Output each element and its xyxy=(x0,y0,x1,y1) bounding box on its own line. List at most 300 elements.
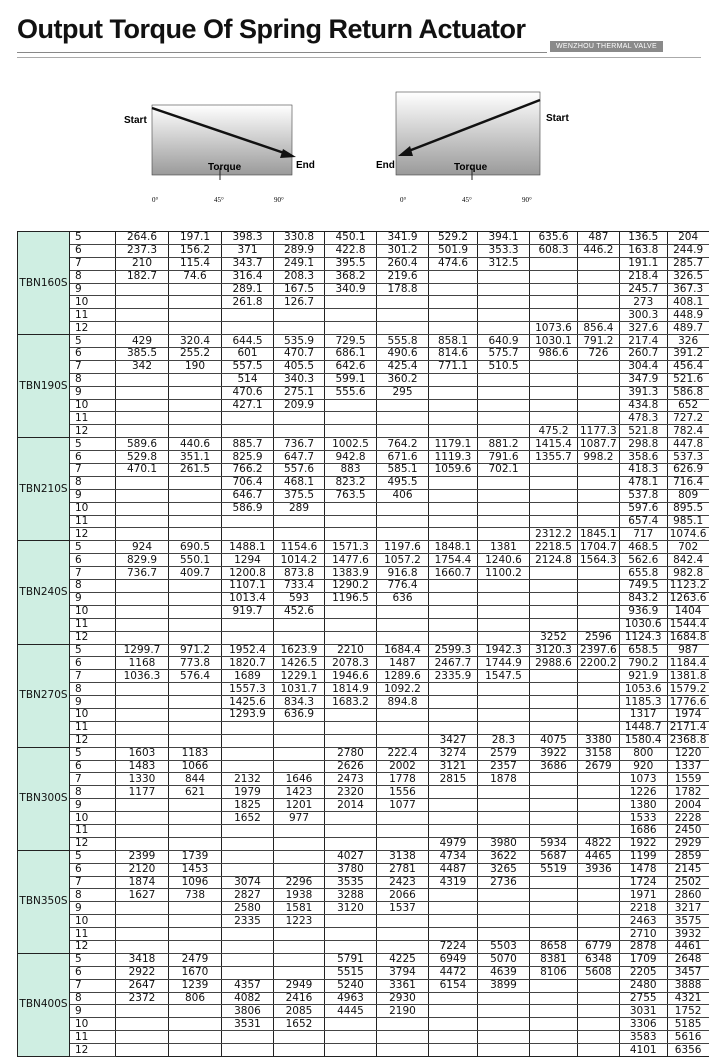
value-cell: 74.6 xyxy=(169,270,222,283)
value-cell: 766.2 xyxy=(222,464,274,477)
table-row xyxy=(18,928,709,941)
value-cell xyxy=(530,721,578,734)
value-cell: 320.4 xyxy=(169,335,222,348)
value-cell xyxy=(578,721,620,734)
value-cell: 391.2 xyxy=(667,348,708,361)
value-cell: 3427 xyxy=(429,734,478,747)
value-cell xyxy=(578,915,620,928)
value-cell: 883 xyxy=(325,464,377,477)
value-cell: 894.8 xyxy=(377,696,429,709)
value-cell xyxy=(478,283,530,296)
torque-diagram-right-svg xyxy=(372,100,582,210)
value-cell xyxy=(222,940,274,953)
value-cell: 178.8 xyxy=(377,283,429,296)
value-cell xyxy=(222,1031,274,1044)
value-cell: 1239 xyxy=(169,979,222,992)
value-cell xyxy=(116,322,169,335)
value-cell: 920 xyxy=(619,760,667,773)
value-cell: 3583 xyxy=(619,1031,667,1044)
value-cell: 371 xyxy=(222,244,274,257)
value-cell: 3252 xyxy=(530,631,578,644)
value-cell xyxy=(578,386,620,399)
value-cell: 289.9 xyxy=(274,244,325,257)
value-cell: 1177 xyxy=(116,786,169,799)
value-cell: 1066 xyxy=(169,760,222,773)
value-cell: 2878 xyxy=(619,940,667,953)
value-cell xyxy=(274,618,325,631)
value-cell xyxy=(116,425,169,438)
value-cell: 489.7 xyxy=(667,322,708,335)
value-cell xyxy=(377,837,429,850)
value-cell: 395.5 xyxy=(325,257,377,270)
value-cell xyxy=(274,309,325,322)
table-row xyxy=(18,296,709,309)
value-cell xyxy=(169,1018,222,1031)
size-cell: 6 xyxy=(70,657,116,670)
value-cell: 368.2 xyxy=(325,270,377,283)
value-cell: 843.2 xyxy=(619,592,667,605)
value-cell: 764.2 xyxy=(377,438,429,451)
value-cell: 1483 xyxy=(116,760,169,773)
value-cell xyxy=(325,708,377,721)
value-cell: 394.1 xyxy=(478,232,530,245)
value-cell xyxy=(578,464,620,477)
value-cell xyxy=(429,412,478,425)
value-cell: 6356 xyxy=(667,1044,708,1057)
value-cell: 593 xyxy=(274,592,325,605)
value-cell: 2002 xyxy=(377,760,429,773)
size-cell: 9 xyxy=(70,283,116,296)
value-cell: 5687 xyxy=(530,850,578,863)
value-cell xyxy=(169,940,222,953)
value-cell: 1938 xyxy=(274,889,325,902)
value-cell: 474.6 xyxy=(429,257,478,270)
value-cell xyxy=(429,605,478,618)
table-row xyxy=(18,915,709,928)
value-cell: 260.7 xyxy=(619,348,667,361)
value-cell: 1652 xyxy=(222,812,274,825)
value-cell: 985.1 xyxy=(667,515,708,528)
value-cell xyxy=(478,786,530,799)
value-cell xyxy=(429,889,478,902)
value-cell: 521.8 xyxy=(619,425,667,438)
value-cell: 514 xyxy=(222,373,274,386)
value-cell: 2085 xyxy=(274,1005,325,1018)
value-cell xyxy=(377,618,429,631)
value-cell xyxy=(116,837,169,850)
value-cell xyxy=(169,502,222,515)
torque-table xyxy=(17,231,709,1057)
value-cell: 1154.6 xyxy=(274,541,325,554)
table-row xyxy=(18,631,709,644)
value-cell: 1355.7 xyxy=(530,451,578,464)
value-cell: 446.2 xyxy=(578,244,620,257)
value-cell: 1330 xyxy=(116,773,169,786)
value-cell: 1179.1 xyxy=(429,438,478,451)
value-cell: 182.7 xyxy=(116,270,169,283)
table-row xyxy=(18,696,709,709)
table-row xyxy=(18,618,709,631)
value-cell xyxy=(222,425,274,438)
value-cell: 3794 xyxy=(377,966,429,979)
value-cell xyxy=(222,515,274,528)
size-cell: 10 xyxy=(70,1018,116,1031)
value-cell: 3457 xyxy=(667,966,708,979)
value-cell xyxy=(530,502,578,515)
value-cell: 440.6 xyxy=(169,438,222,451)
value-cell: 586.8 xyxy=(667,386,708,399)
value-cell xyxy=(530,773,578,786)
value-cell xyxy=(478,618,530,631)
value-cell: 470.7 xyxy=(274,348,325,361)
value-cell: 375.5 xyxy=(274,489,325,502)
table-row xyxy=(18,283,709,296)
value-cell xyxy=(429,270,478,283)
value-cell xyxy=(530,902,578,915)
value-cell xyxy=(169,696,222,709)
value-cell xyxy=(169,515,222,528)
value-cell xyxy=(429,683,478,696)
table-row xyxy=(18,824,709,837)
value-cell: 237.3 xyxy=(116,244,169,257)
size-cell: 12 xyxy=(70,940,116,953)
value-cell xyxy=(478,1031,530,1044)
value-cell: 300.3 xyxy=(619,309,667,322)
value-cell xyxy=(530,696,578,709)
value-cell: 599.1 xyxy=(325,373,377,386)
value-cell: 4465 xyxy=(578,850,620,863)
value-cell: 3535 xyxy=(325,876,377,889)
value-cell: 2124.8 xyxy=(530,554,578,567)
value-cell: 2078.3 xyxy=(325,657,377,670)
table-row xyxy=(18,348,709,361)
value-cell xyxy=(377,296,429,309)
value-cell: 285.7 xyxy=(667,257,708,270)
value-cell xyxy=(169,399,222,412)
value-cell: 3217 xyxy=(667,902,708,915)
torque-label: Torque xyxy=(208,162,242,173)
value-cell: 2014 xyxy=(325,799,377,812)
size-cell: 12 xyxy=(70,528,116,541)
value-cell: 1119.3 xyxy=(429,451,478,464)
degree-90: 90° xyxy=(522,196,532,204)
value-cell: 1557.3 xyxy=(222,683,274,696)
value-cell xyxy=(578,618,620,631)
value-cell xyxy=(530,928,578,941)
value-cell: 1782 xyxy=(667,786,708,799)
value-cell: 2463 xyxy=(619,915,667,928)
value-cell xyxy=(222,1044,274,1057)
value-cell: 3531 xyxy=(222,1018,274,1031)
value-cell: 1290.2 xyxy=(325,580,377,593)
value-cell xyxy=(530,515,578,528)
size-cell: 11 xyxy=(70,928,116,941)
value-cell xyxy=(377,502,429,515)
table-row xyxy=(18,773,709,786)
value-cell xyxy=(530,979,578,992)
value-cell: 576.4 xyxy=(169,670,222,683)
value-cell xyxy=(530,1005,578,1018)
value-cell: 2120 xyxy=(116,863,169,876)
value-cell: 1754.4 xyxy=(429,554,478,567)
size-cell: 5 xyxy=(70,953,116,966)
value-cell: 1200.8 xyxy=(222,567,274,580)
value-cell xyxy=(274,850,325,863)
value-cell xyxy=(325,721,377,734)
value-cell xyxy=(478,373,530,386)
value-cell: 1380 xyxy=(619,799,667,812)
value-cell: 1185.3 xyxy=(619,696,667,709)
value-cell: 2171.4 xyxy=(667,721,708,734)
value-cell xyxy=(169,283,222,296)
value-cell xyxy=(429,283,478,296)
value-cell xyxy=(578,373,620,386)
value-cell: 434.8 xyxy=(619,399,667,412)
value-cell xyxy=(169,580,222,593)
table-row xyxy=(18,837,709,850)
value-cell: 4101 xyxy=(619,1044,667,1057)
size-cell: 7 xyxy=(70,360,116,373)
value-cell: 5519 xyxy=(530,863,578,876)
table-row xyxy=(18,953,709,966)
value-cell: 1426.5 xyxy=(274,657,325,670)
value-cell xyxy=(377,734,429,747)
value-cell: 208.3 xyxy=(274,270,325,283)
value-cell xyxy=(578,824,620,837)
model-cell: TBN240S xyxy=(18,541,70,644)
value-cell: 4472 xyxy=(429,966,478,979)
value-cell: 1487 xyxy=(377,657,429,670)
table-row xyxy=(18,515,709,528)
value-cell: 1077 xyxy=(377,799,429,812)
value-cell: 555.6 xyxy=(325,386,377,399)
start-label: Start xyxy=(546,113,569,124)
value-cell xyxy=(478,812,530,825)
value-cell xyxy=(478,1018,530,1031)
value-cell xyxy=(116,928,169,941)
value-cell: 919.7 xyxy=(222,605,274,618)
value-cell xyxy=(429,296,478,309)
value-cell xyxy=(222,928,274,941)
value-cell xyxy=(169,489,222,502)
value-cell: 555.8 xyxy=(377,335,429,348)
value-cell: 1942.3 xyxy=(478,644,530,657)
value-cell xyxy=(274,412,325,425)
value-cell: 686.1 xyxy=(325,348,377,361)
value-cell xyxy=(116,940,169,953)
value-cell xyxy=(429,476,478,489)
value-cell xyxy=(578,928,620,941)
value-cell xyxy=(116,1018,169,1031)
value-cell: 326 xyxy=(667,335,708,348)
value-cell: 501.9 xyxy=(429,244,478,257)
value-cell xyxy=(429,528,478,541)
torque-diagram-left xyxy=(120,100,320,210)
value-cell xyxy=(325,502,377,515)
table-row xyxy=(18,889,709,902)
value-cell: 924 xyxy=(116,541,169,554)
value-cell xyxy=(578,360,620,373)
value-cell xyxy=(222,412,274,425)
value-cell: 510.5 xyxy=(478,360,530,373)
value-cell: 1299.7 xyxy=(116,644,169,657)
value-cell: 3806 xyxy=(222,1005,274,1018)
value-cell: 1448.7 xyxy=(619,721,667,734)
value-cell xyxy=(478,721,530,734)
value-cell: 115.4 xyxy=(169,257,222,270)
value-cell: 343.7 xyxy=(222,257,274,270)
value-cell: 1704.7 xyxy=(578,541,620,554)
value-cell xyxy=(478,708,530,721)
value-cell: 2710 xyxy=(619,928,667,941)
table-row xyxy=(18,580,709,593)
value-cell: 4963 xyxy=(325,992,377,1005)
value-cell xyxy=(116,515,169,528)
page-title: Output Torque Of Spring Return Actuator xyxy=(17,14,526,44)
value-cell xyxy=(578,515,620,528)
value-cell xyxy=(325,837,377,850)
value-cell xyxy=(377,631,429,644)
value-cell: 1053.6 xyxy=(619,683,667,696)
value-cell: 4321 xyxy=(667,992,708,1005)
value-cell: 3686 xyxy=(530,760,578,773)
value-cell xyxy=(478,631,530,644)
value-cell xyxy=(169,592,222,605)
table-row xyxy=(18,850,709,863)
size-cell: 6 xyxy=(70,760,116,773)
value-cell xyxy=(429,812,478,825)
value-cell: 1556 xyxy=(377,786,429,799)
value-cell xyxy=(377,412,429,425)
value-cell: 585.1 xyxy=(377,464,429,477)
value-cell: 1087.7 xyxy=(578,438,620,451)
table-row xyxy=(18,863,709,876)
table-row xyxy=(18,799,709,812)
value-cell: 2467.7 xyxy=(429,657,478,670)
value-cell: 881.2 xyxy=(478,438,530,451)
table-row xyxy=(18,270,709,283)
value-cell: 2922 xyxy=(116,966,169,979)
value-cell xyxy=(325,309,377,322)
value-cell xyxy=(530,786,578,799)
value-cell xyxy=(116,605,169,618)
value-cell xyxy=(578,670,620,683)
value-cell: 529.2 xyxy=(429,232,478,245)
value-cell: 2205 xyxy=(619,966,667,979)
value-cell xyxy=(578,476,620,489)
value-cell: 4319 xyxy=(429,876,478,889)
value-cell: 475.2 xyxy=(530,425,578,438)
value-cell: 1036.3 xyxy=(116,670,169,683)
value-cell xyxy=(429,824,478,837)
value-cell: 351.1 xyxy=(169,451,222,464)
value-cell xyxy=(325,605,377,618)
value-cell xyxy=(478,592,530,605)
value-cell: 425.4 xyxy=(377,360,429,373)
value-cell xyxy=(578,567,620,580)
value-cell: 468.5 xyxy=(619,541,667,554)
value-cell: 2827 xyxy=(222,889,274,902)
value-cell: 537.8 xyxy=(619,489,667,502)
value-cell: 729.5 xyxy=(325,335,377,348)
value-cell: 1199 xyxy=(619,850,667,863)
value-cell: 3031 xyxy=(619,1005,667,1018)
size-cell: 6 xyxy=(70,244,116,257)
value-cell: 537.3 xyxy=(667,451,708,464)
size-cell: 8 xyxy=(70,270,116,283)
value-cell: 1478 xyxy=(619,863,667,876)
value-cell xyxy=(429,992,478,1005)
table-row xyxy=(18,567,709,580)
value-cell: 2450 xyxy=(667,824,708,837)
value-cell: 1652 xyxy=(274,1018,325,1031)
value-cell: 647.7 xyxy=(274,451,325,464)
value-cell: 244.9 xyxy=(667,244,708,257)
value-cell xyxy=(377,940,429,953)
value-cell xyxy=(530,386,578,399)
model-cell: TBN270S xyxy=(18,644,70,747)
value-cell xyxy=(325,322,377,335)
value-cell: 1337 xyxy=(667,760,708,773)
value-cell xyxy=(429,399,478,412)
value-cell: 1096 xyxy=(169,876,222,889)
value-cell: 1168 xyxy=(116,657,169,670)
value-cell xyxy=(478,489,530,502)
value-cell xyxy=(429,721,478,734)
table-row xyxy=(18,605,709,618)
value-cell xyxy=(377,528,429,541)
value-cell: 1571.3 xyxy=(325,541,377,554)
degree-0: 0° xyxy=(400,196,407,204)
value-cell xyxy=(116,799,169,812)
value-cell: 1739 xyxy=(169,850,222,863)
value-cell: 327.6 xyxy=(619,322,667,335)
value-cell: 1820.7 xyxy=(222,657,274,670)
value-cell xyxy=(222,631,274,644)
size-cell: 5 xyxy=(70,335,116,348)
value-cell xyxy=(274,721,325,734)
value-cell: 1686 xyxy=(619,824,667,837)
value-cell xyxy=(377,399,429,412)
value-cell xyxy=(530,580,578,593)
value-cell: 2368.8 xyxy=(667,734,708,747)
size-cell: 6 xyxy=(70,348,116,361)
value-cell: 2416 xyxy=(274,992,325,1005)
value-cell: 1030.1 xyxy=(530,335,578,348)
value-cell: 1627 xyxy=(116,889,169,902)
value-cell xyxy=(530,489,578,502)
value-cell xyxy=(429,618,478,631)
model-cell: TBN190S xyxy=(18,335,70,438)
value-cell: 809 xyxy=(667,489,708,502)
value-cell: 3138 xyxy=(377,850,429,863)
value-cell: 727.2 xyxy=(667,412,708,425)
size-cell: 5 xyxy=(70,541,116,554)
value-cell: 1013.4 xyxy=(222,592,274,605)
value-cell: 2473 xyxy=(325,773,377,786)
table-row xyxy=(18,541,709,554)
value-cell: 2579 xyxy=(478,747,530,760)
value-cell xyxy=(169,605,222,618)
value-cell xyxy=(274,863,325,876)
value-cell: 197.1 xyxy=(169,232,222,245)
value-cell xyxy=(222,734,274,747)
value-cell: 3288 xyxy=(325,889,377,902)
torque-diagram-right xyxy=(372,100,582,210)
table-row xyxy=(18,644,709,657)
value-cell: 597.6 xyxy=(619,502,667,515)
value-cell: 621 xyxy=(169,786,222,799)
